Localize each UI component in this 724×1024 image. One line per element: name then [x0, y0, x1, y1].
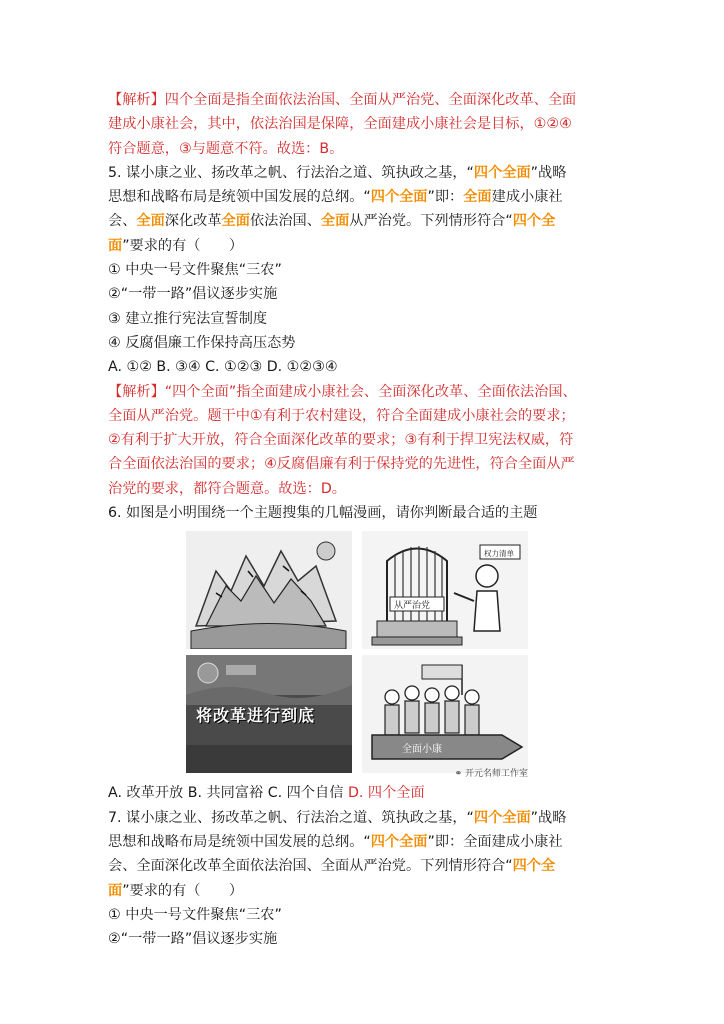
q7-line-3: [108, 854, 628, 878]
comic-panel-people: [362, 655, 528, 773]
q5-line-2: [108, 185, 628, 209]
analysis-1-line-1: [108, 88, 628, 112]
cage-drawing: [362, 531, 528, 649]
highlight-term: 全面: [136, 213, 165, 230]
q7-option-2: ②“一带一路”倡议逐步实施: [108, 931, 278, 948]
q5-line-3: [108, 209, 628, 233]
comic-panel-cage: [362, 531, 528, 649]
highlight-term: 四个全: [512, 213, 556, 230]
comic-banner-text: 全面小康: [402, 744, 442, 756]
comic-sign-text: 权力清单: [484, 549, 514, 559]
q5-text: 建成小康社: [491, 189, 563, 206]
analysis-2-line-1: [108, 380, 628, 404]
q5-text: 思想和战略布局是统领中国发展的总纲。“: [108, 189, 371, 206]
reform-slogan: 将改革进行到底: [196, 706, 316, 726]
buildings-drawing: [186, 531, 352, 649]
highlight-term: 全面: [463, 189, 492, 206]
document-body: [108, 88, 628, 951]
q5-text: 会、: [108, 213, 137, 230]
q5-text: 5. 谋小康之业、扬改革之帆、行法治之道、筑执政之基，“: [108, 164, 474, 181]
q5-line-4: [108, 234, 628, 258]
q7-text: ”要求的有（ ）: [122, 882, 244, 899]
q6-answer: D. 四个全面: [347, 785, 425, 802]
q5-text: ”战略: [530, 164, 567, 181]
q7-text: ”即：全面建成小康社: [427, 833, 563, 850]
q5-line-1: [108, 161, 628, 185]
highlight-term: 四个全面: [473, 809, 531, 826]
analysis-2-line-5: 治党的要求，都符合题意。故选：D。: [108, 480, 346, 497]
q7-text: 思想和战略布局是统领中国发展的总纲。“: [108, 833, 371, 850]
q5-option-1: ① 中央一号文件聚焦“三农”: [108, 262, 282, 279]
q7-text: 7. 谋小康之业、扬改革之帆、行法治之道、筑执政之基，“: [108, 809, 474, 826]
analysis-1-line-3: 符合题意，③与题意不符。故选：B。: [108, 140, 344, 157]
analysis-text: 四个全面是指全面依法治国、全面从严治党、全面深化改革、全面: [164, 92, 577, 108]
comic-panel-reform: [186, 655, 352, 773]
comic-collage: [186, 531, 528, 780]
q7-text: 会、全面深化改革全面依法治国、全面从严治党。下列情形符合“: [108, 858, 513, 875]
q6-choices-text: A. 改革开放 B. 共同富裕 C. 四个自信: [108, 785, 348, 802]
comic-panel-buildings: [186, 531, 352, 649]
q7-line-2: [108, 830, 628, 854]
q5-option-3: ③ 建立推行宪法宣誓制度: [108, 310, 268, 327]
analysis-2-line-3: ②有利于扩大开放，符合全面深化改革的要求；③有利于捍卫宪法权威，符: [108, 432, 574, 449]
watermark-text: 开元名师工作室: [464, 769, 528, 780]
q7-line-4: [108, 879, 628, 903]
watermark: ⚭ 开元名师工作室: [454, 769, 528, 780]
analysis-2-line-2: 全面从严治党。题干中①有利于农村建设，符合全面建成小康社会的要求；: [108, 407, 575, 424]
q7-line-1: [108, 806, 628, 830]
q5-text: ”即：: [427, 189, 464, 206]
q5-text: 从严治党。下列情形符合“: [349, 213, 513, 230]
q7-text: ”战略: [530, 809, 567, 826]
analysis-2-line-4: 合全面依法治国的要求；④反腐倡廉有利于保持党的先进性，符合全面从严: [108, 456, 575, 473]
q5-text: 依法治国、: [249, 213, 321, 230]
highlight-term: 四个全: [512, 858, 556, 875]
q5-text: ”要求的有（ ）: [122, 237, 244, 254]
q5-text: 深化改革: [164, 213, 222, 230]
analysis-tag: 【解析】: [108, 383, 165, 400]
highlight-term: 面: [108, 882, 123, 899]
q5-option-4: ④ 反腐倡廉工作保持高压态势: [108, 334, 296, 351]
q5-choices: A. ①② B. ③④ C. ①②③ D. ①②③④: [108, 359, 338, 376]
highlight-term: 全面: [221, 213, 250, 230]
highlight-term: 四个全面: [370, 833, 428, 850]
people-drawing: [362, 655, 528, 773]
highlight-term: 全面: [320, 213, 350, 230]
analysis-tag: 【解析】: [108, 92, 165, 108]
q6-stem: 6. 如图是小明围绕一个主题搜集的几幅漫画，请你判断最合适的主题: [108, 505, 538, 522]
q5-option-2: ②“一带一路”倡议逐步实施: [108, 286, 278, 303]
q7-option-1: ① 中央一号文件聚焦“三农”: [108, 906, 282, 923]
highlight-term: 四个全面: [370, 189, 428, 206]
highlight-term: 面: [108, 237, 123, 254]
analysis-text: “四个全面”指全面建成小康社会、全面深化改革、全面依法治国、: [164, 383, 577, 400]
comic-cage-label: 从严治党: [394, 601, 431, 612]
analysis-1-line-2: 建成小康社会，其中，依法治国是保障，全面建成小康社会是目标，①②④: [108, 116, 572, 133]
highlight-term: 四个全面: [473, 164, 531, 181]
q6-choices: [108, 781, 628, 805]
